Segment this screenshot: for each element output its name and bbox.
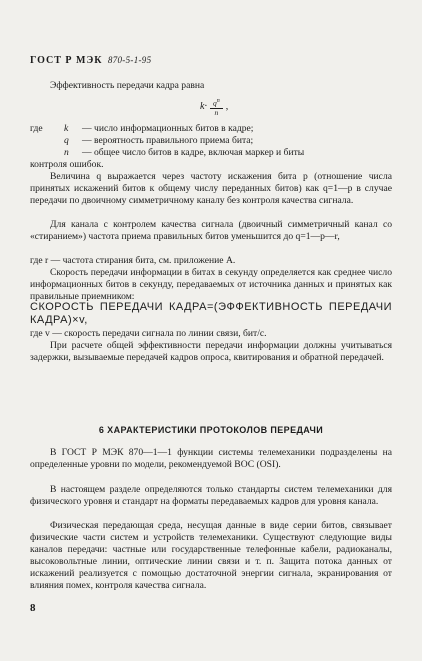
paragraph-section-1: В ГОСТ Р МЭК 870—1—1 функции системы телемеханики подразделены на определенные уровни по модели, рекомендуемой ВОС (OSI). xyxy=(30,447,392,470)
paragraph-channel-control: Для канала с контролем качества сигнала (двоичный симметричный канал со «стиранием») частота приема правильных битов уменьшится до q=1—p—r, xyxy=(30,219,392,242)
formula-numerator: $q^n$ xyxy=(210,97,223,109)
efficiency-formula xyxy=(200,97,228,117)
section-heading: 6 ХАРАКТЕРИСТИКИ ПРОТОКОЛОВ ПЕРЕДАЧИ xyxy=(98,425,324,435)
definition-item: q — вероятность правильного приема бита; xyxy=(64,134,254,146)
page-number: 8 xyxy=(30,602,36,614)
paragraph-v-definition: где v — скорость передачи сигнала по линии связи, бит/с. xyxy=(30,328,267,339)
formula-fraction xyxy=(210,97,223,117)
header-number: 870-5-1-95 xyxy=(107,55,152,65)
running-header xyxy=(30,55,151,66)
paragraph-section-2: В настоящем разделе определяются только стандарты систем телемеханики для физического уровня и стандарт на форматы передаваемых кадров для уровня канала. xyxy=(30,484,392,507)
formula-denominator: n xyxy=(214,107,219,117)
formula-tail: , xyxy=(225,101,229,113)
paragraph-calculation: При расчете общей эффективности передачи информации должны учитываться задержки, вызываемые передачей кадров опроса, квитирования и обратной передачей. xyxy=(30,340,392,363)
paragraph-r-definition: где r — частота стирания бита, см. приложение А. xyxy=(30,255,236,266)
definition-item: где k — число информационных битов в кадре; xyxy=(30,123,254,134)
header-standard: ГОСТ Р МЭК xyxy=(30,55,103,66)
paragraph-section-3: Физическая передающая среда, несущая данные в виде серии битов, связывает физические части систем и устройств телемеханики. Существуют следующие виды каналов передачи: частные или государственные телефонные кабели, радиоканалы, высоковольтные линии, оптические линии связи и т. п. Защита потока данных от искажений реализуется с помощью достаточной энергии сигнала, экранирования от влияния помех, контроля качества сигнала. xyxy=(30,520,392,591)
definitions-list xyxy=(30,123,392,171)
efficiency-intro: Эффективность передачи кадра равна xyxy=(50,80,205,91)
paragraph-transfer-speed: Скорость передачи информации в битах в секунду определяется как среднее число информационных битов в секунду, передаваемых от источника данных и принятых как правильные приемником: xyxy=(30,267,392,302)
definition-item: n — общее число битов в кадре, включая маркер и биты xyxy=(64,146,305,158)
definition-continuation: контроля ошибок. xyxy=(30,158,104,170)
formula-lhs: k· xyxy=(200,101,207,113)
frame-speed-formula: СКОРОСТЬ ПЕРЕДАЧИ КАДРА=(ЭФФЕКТИВНОСТЬ ПЕРЕДАЧИ КАДРА)×v, xyxy=(30,301,392,326)
paragraph-q-expression: Величина q выражается через частоту искажения бита p (отношение числа принятых искажений битов к общему числу переданных битов) как q=1—p в случае передачи по двоичному симметричному каналу без контроля качества сигнала. xyxy=(30,171,392,206)
